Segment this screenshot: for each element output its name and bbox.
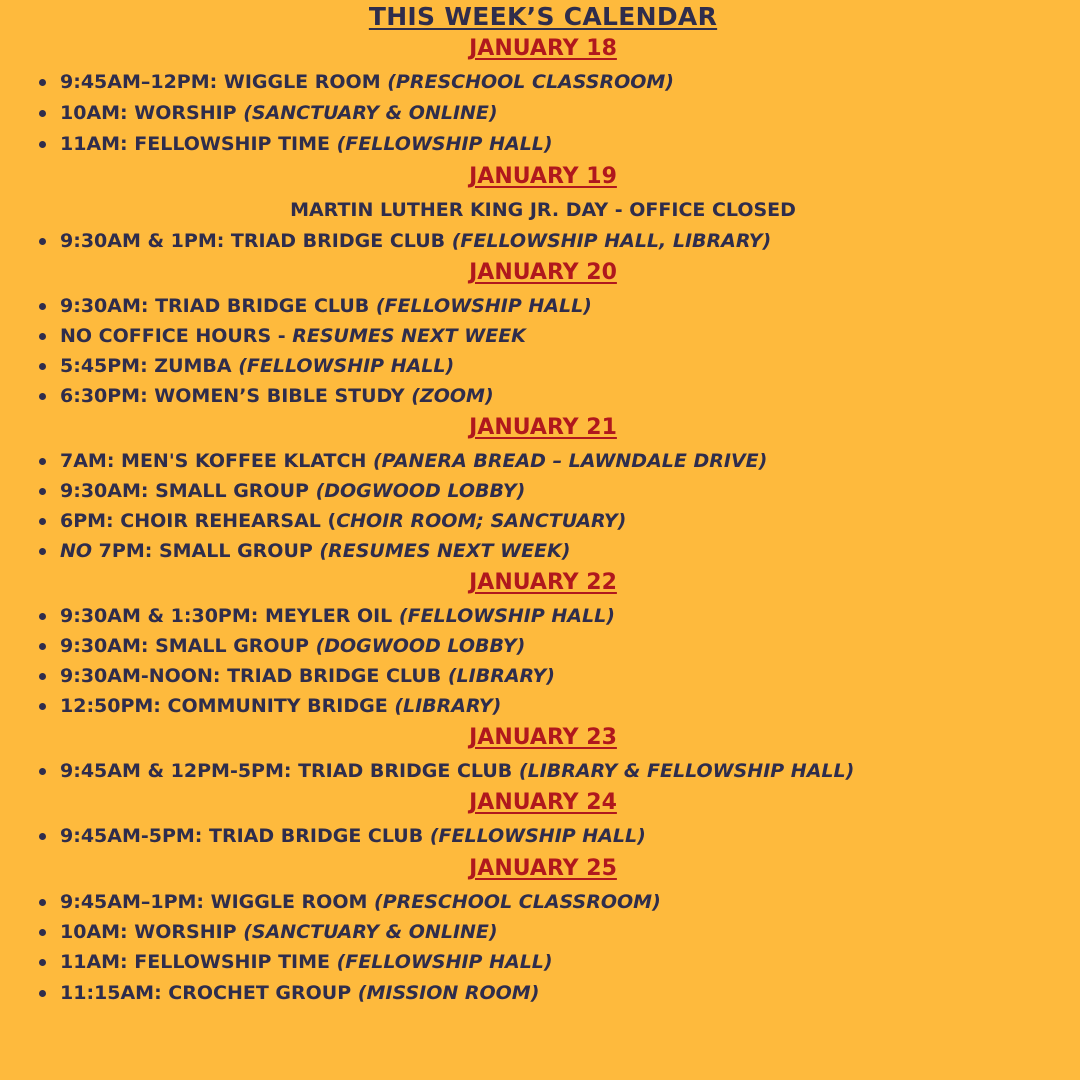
day-heading: JANUARY 21 <box>469 415 617 440</box>
event-text: 10AM: WORSHIP <box>60 921 244 943</box>
event-text: 9:30AM & 1PM: TRIAD BRIDGE CLUB <box>60 230 452 252</box>
event-text: 10AM: WORSHIP <box>60 102 244 124</box>
event-location: (DOGWOOD LOBBY) <box>315 480 526 502</box>
event-item <box>60 633 1070 659</box>
bullet-icon <box>39 768 46 775</box>
bullet-icon <box>39 458 46 465</box>
event-text: 9:45AM–12PM: WIGGLE ROOM <box>60 71 388 93</box>
event-location: (MISSION ROOM) <box>357 982 540 1004</box>
event-item <box>60 603 1070 629</box>
bullet-icon <box>39 833 46 840</box>
event-location: (DOGWOOD LOBBY) <box>315 635 526 657</box>
event-item <box>60 293 1070 319</box>
bullet-icon <box>39 703 46 710</box>
event-location: (PANERA BREAD – LAWNDALE DRIVE) <box>372 450 768 472</box>
bullet-icon <box>39 518 46 525</box>
bullet-icon <box>39 990 46 997</box>
event-item <box>60 663 1070 689</box>
event-item <box>60 69 1070 95</box>
bullet-icon <box>39 303 46 310</box>
event-text: 9:30AM: SMALL GROUP <box>60 480 316 502</box>
day-heading: JANUARY 20 <box>469 260 617 285</box>
event-item <box>60 889 1070 915</box>
event-item <box>60 758 1070 784</box>
event-text: 9:30AM: TRIAD BRIDGE CLUB <box>60 295 376 317</box>
event-location: (FELLOWSHIP HALL) <box>238 355 455 377</box>
bullet-icon <box>39 393 46 400</box>
day-heading: JANUARY 24 <box>469 790 617 815</box>
event-item <box>60 323 1070 349</box>
bullet-icon <box>39 79 46 86</box>
day-note: MARTIN LUTHER KING JR. DAY - OFFICE CLOSED <box>290 199 796 221</box>
bullet-icon <box>39 899 46 906</box>
event-location: (SANCTUARY & ONLINE) <box>243 921 498 943</box>
bullet-icon <box>39 673 46 680</box>
bullet-icon <box>39 333 46 340</box>
page-title: THIS WEEK’S CALENDAR <box>368 2 718 31</box>
event-item <box>60 508 1070 534</box>
event-text: 9:30AM: SMALL GROUP <box>60 635 316 657</box>
bullet-icon <box>39 488 46 495</box>
day-heading: JANUARY 18 <box>469 36 617 61</box>
day-heading: JANUARY 19 <box>469 164 617 189</box>
event-text: 7AM: MEN'S KOFFEE KLATCH <box>60 450 373 472</box>
event-text: 9:45AM-5PM: TRIAD BRIDGE CLUB <box>60 825 430 847</box>
bullet-icon <box>39 363 46 370</box>
bullet-icon <box>39 613 46 620</box>
event-text: 9:30AM-NOON: TRIAD BRIDGE CLUB <box>60 665 448 687</box>
bullet-icon <box>39 141 46 148</box>
event-location: (PRESCHOOL CLASSROOM) <box>387 71 674 93</box>
event-location: (FELLOWSHIP HALL) <box>336 133 553 155</box>
event-item <box>60 538 1070 564</box>
bullet-icon <box>39 959 46 966</box>
event-item <box>60 383 1070 409</box>
event-location: RESUMES NEXT WEEK <box>292 325 526 347</box>
event-text: 11AM: FELLOWSHIP TIME <box>60 133 337 155</box>
event-text: 7PM: SMALL GROUP <box>92 540 320 562</box>
event-text: 9:30AM & 1:30PM: MEYLER OIL <box>60 605 399 627</box>
event-location: (SANCTUARY & ONLINE) <box>243 102 498 124</box>
event-location: (FELLOWSHIP HALL, LIBRARY) <box>451 230 772 252</box>
event-text: 11AM: FELLOWSHIP TIME <box>60 951 337 973</box>
event-item <box>60 693 1070 719</box>
bullet-icon <box>39 643 46 650</box>
event-location: (PRESCHOOL CLASSROOM) <box>374 891 661 913</box>
event-text: 5:45PM: ZUMBA <box>60 355 239 377</box>
event-item <box>60 919 1070 945</box>
event-text: 9:45AM–1PM: WIGGLE ROOM <box>60 891 375 913</box>
event-item <box>60 100 1070 126</box>
event-item <box>60 478 1070 504</box>
event-location: (FELLOWSHIP HALL) <box>375 295 592 317</box>
event-item <box>60 353 1070 379</box>
event-location: (FELLOWSHIP HALL) <box>336 951 553 973</box>
event-text: 11:15AM: CROCHET GROUP <box>60 982 358 1004</box>
event-location: (FELLOWSHIP HALL) <box>398 605 615 627</box>
event-text: 6:30PM: WOMEN’S BIBLE STUDY <box>60 385 412 407</box>
event-item <box>60 228 1070 254</box>
event-item <box>60 949 1070 975</box>
event-lead-italic: NO <box>60 540 93 562</box>
bullet-icon <box>39 548 46 555</box>
bullet-icon <box>39 929 46 936</box>
event-location: (LIBRARY & FELLOWSHIP HALL) <box>518 760 855 782</box>
event-location: (LIBRARY) <box>447 665 555 687</box>
event-location: (RESUMES NEXT WEEK) <box>319 540 571 562</box>
event-text: 6PM: CHOIR REHEARSAL ( <box>60 510 337 532</box>
event-item <box>60 823 1070 849</box>
day-heading: JANUARY 25 <box>469 856 617 881</box>
event-location: (LIBRARY) <box>394 695 502 717</box>
event-item <box>60 980 1070 1006</box>
event-text: NO COFFICE HOURS - <box>60 325 293 347</box>
bullet-icon <box>39 110 46 117</box>
day-heading: JANUARY 22 <box>469 570 617 595</box>
day-heading: JANUARY 23 <box>469 725 617 750</box>
bullet-icon <box>39 238 46 245</box>
event-text: 9:45AM & 12PM-5PM: TRIAD BRIDGE CLUB <box>60 760 519 782</box>
event-location: (FELLOWSHIP HALL) <box>429 825 646 847</box>
event-text: 12:50PM: COMMUNITY BRIDGE <box>60 695 395 717</box>
event-item <box>60 448 1070 474</box>
event-item <box>60 131 1070 157</box>
event-location: CHOIR ROOM; SANCTUARY) <box>336 510 627 532</box>
event-location: (ZOOM) <box>411 385 494 407</box>
